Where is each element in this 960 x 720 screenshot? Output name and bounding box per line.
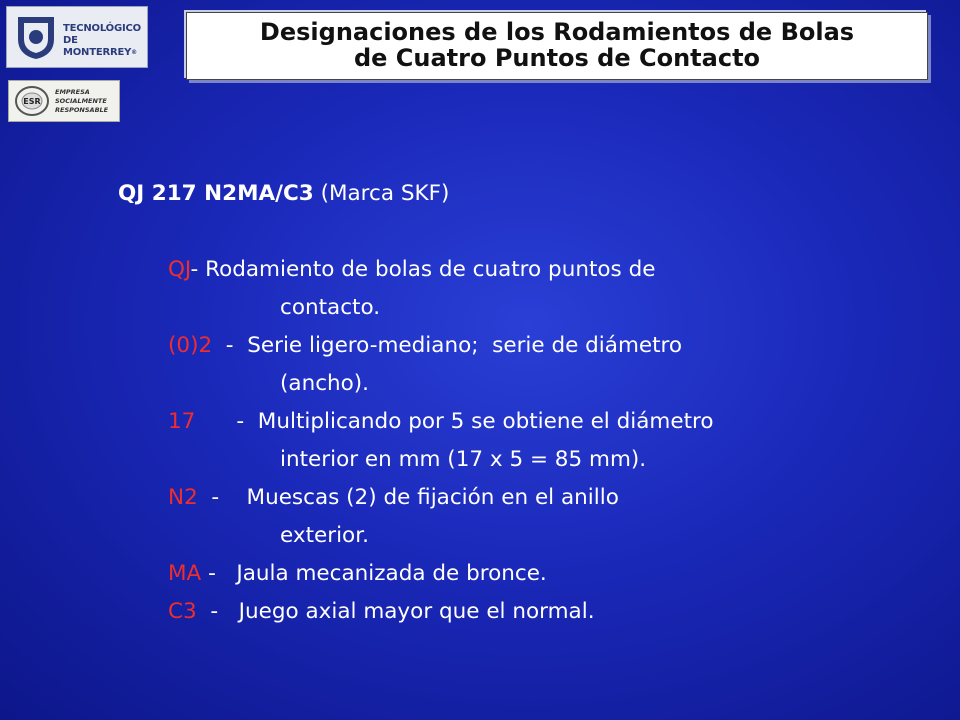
list-item — [168, 485, 619, 510]
list-item — [168, 333, 682, 358]
item-continuation: interior en mm (17 x 5 = 85 mm). — [280, 447, 647, 472]
tec-line1: TECNOLÓGICO — [63, 23, 141, 34]
title-line2: de Cuatro Puntos de Contacto — [353, 44, 761, 72]
item-code: MA — [168, 561, 202, 586]
item-text: - Serie ligero-mediano; serie de diámetro — [212, 333, 683, 358]
item-text: - Juego axial mayor que el normal. — [196, 599, 595, 624]
bearing-heading — [118, 181, 449, 206]
tec-shield-icon — [12, 13, 60, 61]
item-text: - Rodamiento de bolas de cuatro puntos de — [190, 257, 656, 282]
item-continuation: contacto. — [280, 295, 381, 320]
esr-badge-icon — [14, 85, 50, 117]
item-code: C3 — [168, 599, 197, 624]
esr-line3: RESPONSABLE — [55, 106, 109, 114]
list-item — [168, 257, 655, 282]
item-code: 17 — [168, 409, 196, 434]
item-code: QJ — [168, 257, 191, 282]
item-text: - Muescas (2) de fijación en el anillo — [197, 485, 619, 510]
esr-line1: EMPRESA — [55, 88, 90, 96]
item-continuation: exterior. — [280, 523, 369, 548]
esr-line2: SOCIALMENTE — [55, 97, 107, 105]
slide-title — [186, 12, 928, 80]
list-item — [168, 561, 547, 586]
tec-reg: ® — [131, 49, 137, 56]
tec-monterrey-logo — [6, 6, 148, 68]
list-item — [168, 599, 595, 624]
item-code: N2 — [168, 485, 198, 510]
item-continuation: (ancho). — [280, 371, 370, 396]
item-text: - Jaula mecanizada de bronce. — [201, 561, 547, 586]
tec-line2: DE MONTERREY — [63, 35, 132, 58]
title-line1: Designaciones de los Rodamientos de Bolas — [259, 18, 855, 46]
bearing-brand: (Marca SKF) — [320, 181, 450, 206]
item-code: (0)2 — [168, 333, 213, 358]
item-text: - Multiplicando por 5 se obtiene el diámetro — [195, 409, 714, 434]
esr-logo — [8, 80, 120, 122]
bearing-code: QJ 217 N2MA/C3 — [118, 181, 314, 206]
list-item — [168, 409, 714, 434]
esr-badge-text: ESR — [23, 97, 41, 106]
